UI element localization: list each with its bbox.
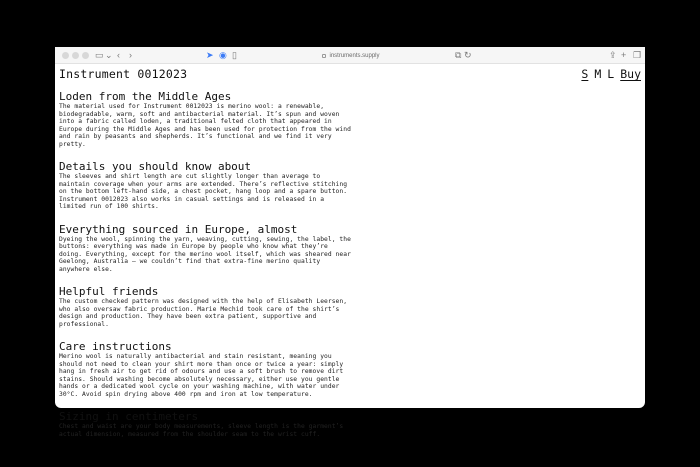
product-description — [59, 91, 351, 451]
section-heading: Helpful friends — [59, 285, 159, 298]
section-sourcing — [59, 224, 351, 274]
extension-icon[interactable]: ➤ — [206, 50, 214, 60]
section-body: The sleeves and shirt length are cut slightly longer than average to maintain coverage when your arms are extended. There’s reflective stitching on the bottom left-hand side, a chest pocket, hang loop and a spare button. Instrument 0012023 also works in casual settings and is released in a limited run of 100 shirts. — [59, 173, 348, 210]
section-body: The custom checked pattern was designed with the help of Elisabeth Leersen, who also oversaw fabric production. Marie Mechid took care of the shirt’s design and production. They have been extra patient, supportive and professional. — [59, 298, 348, 328]
lock-icon — [322, 54, 326, 58]
back-icon[interactable]: ‹ — [117, 50, 120, 60]
privacy-shield-icon[interactable]: ◉ — [219, 50, 227, 60]
new-tab-icon[interactable]: + — [621, 50, 627, 60]
chevron-down-icon[interactable]: ⌄ — [105, 50, 113, 60]
sidebar-toggle-icon[interactable]: ▭ — [95, 50, 104, 60]
minimize-window-icon[interactable] — [72, 52, 79, 59]
browser-toolbar — [55, 47, 645, 64]
forward-icon[interactable]: › — [129, 50, 132, 60]
close-window-icon[interactable] — [62, 52, 69, 59]
share-icon[interactable]: ⇪ — [609, 50, 617, 60]
page-content — [55, 64, 645, 438]
product-title: Instrument 0012023 — [59, 67, 188, 81]
size-s-link[interactable]: S — [581, 67, 589, 81]
address-bar[interactable] — [233, 50, 469, 61]
section-body: Merino wool is naturally antibacterial and stain resistant, meaning you should not need to clean your shirt more than once or twice a year: simply hang in fresh air to get rid of odours and use a soft brush to remove dirt stains. Should washing become absolutely necessary, either use you gentle hands or a dedicated wool cycle on your washing machine, with water under 30°C. Avoid spin drying above 400 rpm and iron at low temperature. — [59, 353, 344, 398]
section-friends — [59, 286, 351, 328]
section-heading: Sizing in centimeters — [59, 410, 199, 423]
translate-icon[interactable]: ⧉ — [455, 50, 462, 60]
url-text: instruments.supply — [329, 52, 380, 59]
section-body: The material used for Instrument 0012023 is merino wool: a renewable, biodegradable, warm, soft and antibacterial material. It’s spun and woven into a fabric called loden, a traditional felted cloth that appeared in Europe during the Middle Ages and has been used for protection from the wind and rain by peasants and shepherds. It’s functional and we find it very pretty. — [59, 103, 351, 148]
section-body: Dyeing the wool, spinning the yarn, weaving, cutting, sewing, the label, the buttons: everything was made in Europe by people who know what they’re doing. Everything, except for the merino wool itself, which was sheared near Geelong, Australia – we couldn’t find that extra-fine merino quality anywhere else. — [59, 235, 351, 273]
size-m-link[interactable]: M — [594, 67, 602, 81]
section-heading: Details you should know about — [59, 160, 252, 173]
section-body: Chest and waist are your body measurements, sleeve length is the garment’s actual dimension, measured from the shoulder seam to the wrist cuff. — [59, 423, 344, 438]
section-heading: Care instructions — [59, 340, 172, 353]
section-loden — [59, 91, 351, 148]
section-details — [59, 161, 351, 211]
section-heading: Everything sourced in Europe, almost — [59, 222, 298, 236]
size-l-link[interactable]: L — [607, 67, 615, 81]
size-and-buy-nav — [581, 67, 641, 81]
reload-icon[interactable]: ↻ — [464, 50, 472, 60]
tab-overview-icon[interactable]: ❐ — [633, 50, 642, 60]
zoom-window-icon[interactable] — [82, 52, 89, 59]
section-care — [59, 341, 351, 398]
section-sizing — [59, 411, 351, 438]
browser-window — [55, 47, 645, 438]
buy-link[interactable]: Buy — [620, 67, 641, 81]
section-heading: Loden from the Middle Ages — [59, 90, 232, 103]
page-icon: ▯ — [232, 50, 237, 60]
